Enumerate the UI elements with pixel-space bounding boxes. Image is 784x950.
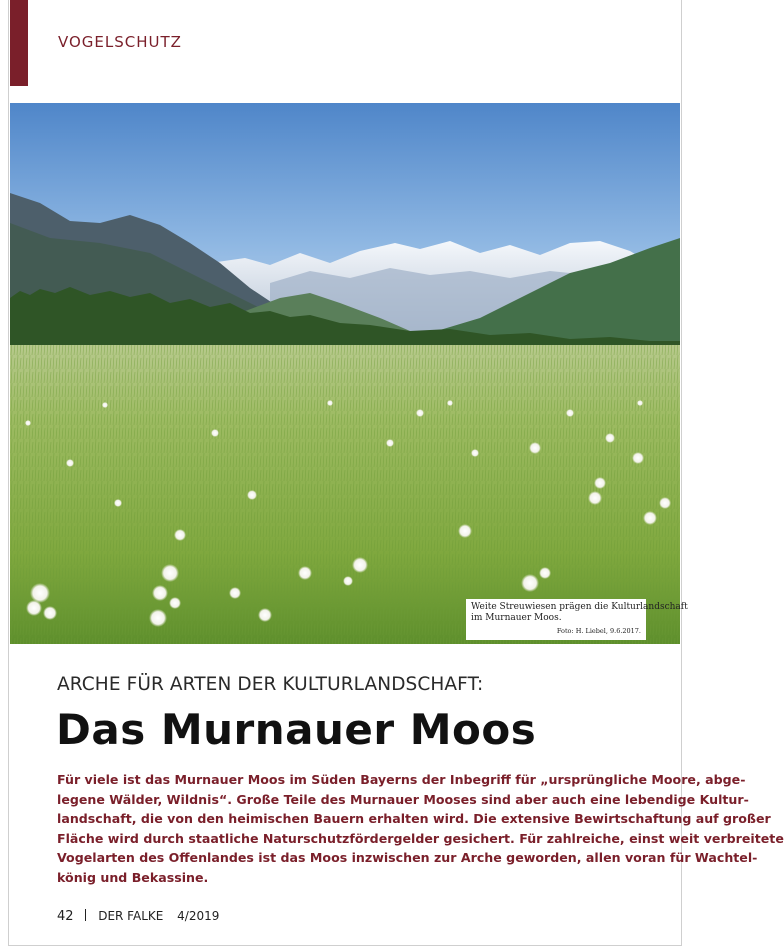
landscape-photo bbox=[10, 103, 688, 644]
article-kicker: ARCHE FÜR ARTEN DER KULTURLANDSCHAFT: bbox=[57, 674, 484, 695]
photo-credit: Foto: H. Liebel, 9.6.2017. bbox=[556, 627, 641, 635]
issue-number: 4/2019 bbox=[177, 909, 220, 923]
page-number: 42 bbox=[57, 909, 74, 924]
article-intro bbox=[57, 770, 784, 888]
intro-line: Fläche wird durch staatliche Naturschutzfördergelder gesichert. Für zahlreiche, einst weit verbreitete bbox=[57, 830, 784, 846]
section-label: VOGELSCHUTZ bbox=[58, 33, 182, 51]
section-color-bar bbox=[10, 0, 28, 86]
footer-separator bbox=[85, 909, 86, 921]
intro-line: könig und Bekassine. bbox=[57, 869, 209, 885]
caption-line-2 bbox=[471, 613, 641, 635]
photo-caption bbox=[466, 599, 688, 640]
article-title: Das Murnauer Moos bbox=[56, 705, 537, 754]
magazine-name: DER FALKE bbox=[98, 909, 164, 923]
intro-line: landschaft, die von den heimischen Bauern erhalten wird. Die extensive Bewirtschaftung auf großer bbox=[57, 811, 771, 827]
intro-line: Vogelarten des Offenlandes ist das Moos inzwischen zur Arche geworden, allen voran für Wachtel- bbox=[57, 850, 758, 866]
intro-line: Für viele ist das Murnauer Moos im Süden Bayerns der Inbegriff für „ursprüngliche Moore, abge- bbox=[57, 772, 746, 787]
caption-line-2-text: im Murnauer Moos. bbox=[471, 613, 562, 623]
page-footer bbox=[57, 909, 219, 924]
intro-line: legene Wälder, Wildnis“. Große Teile des Murnauer Mooses sind aber auch eine lebendige Kultur- bbox=[57, 791, 749, 807]
caption-line-1: Weite Streuwiesen prägen die Kulturlandschaft bbox=[471, 602, 688, 612]
